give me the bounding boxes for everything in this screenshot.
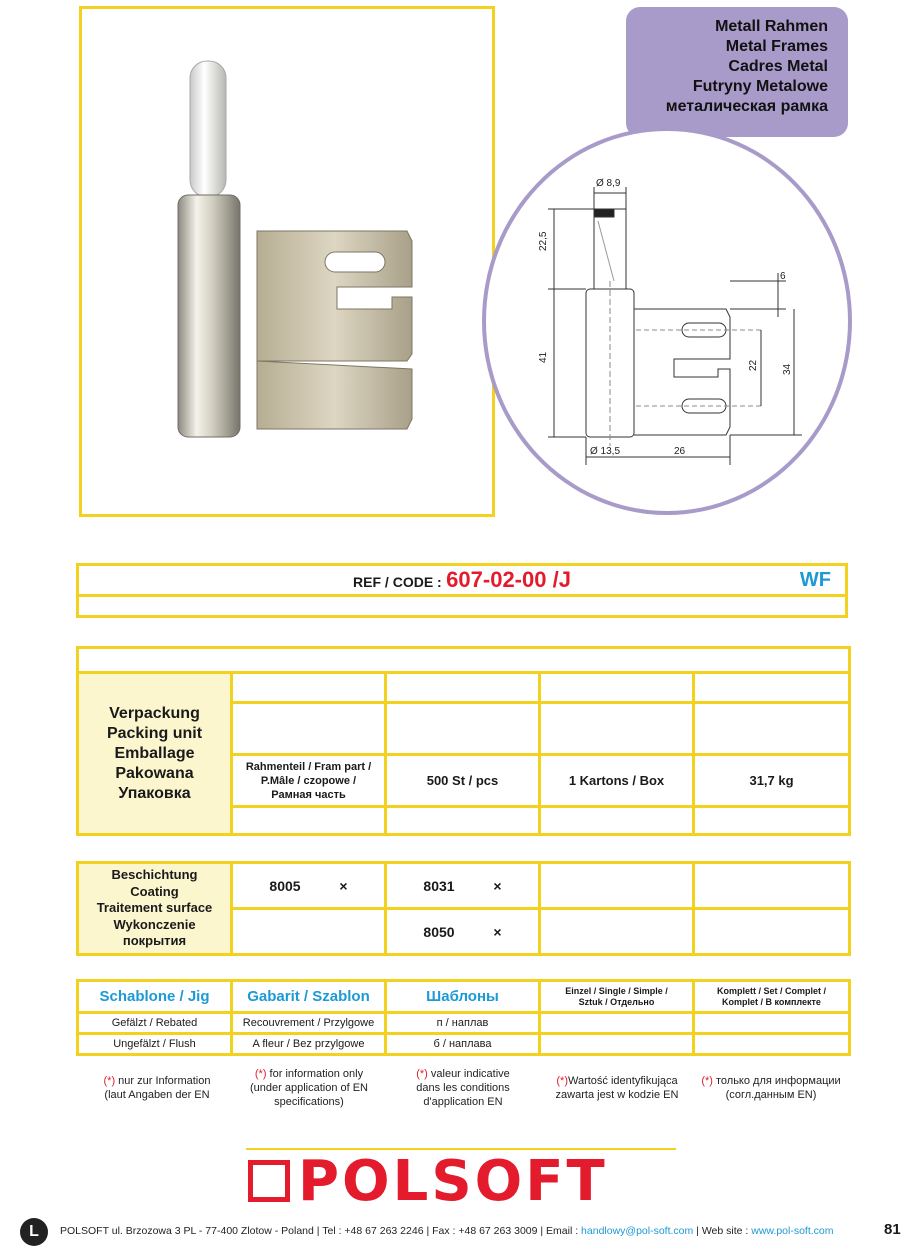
title-line-en: Metal Frames: [725, 38, 828, 55]
jig-cell: Gefälzt / Rebated: [78, 1013, 232, 1034]
footer-address: POLSOFT ul. Brzozowa 3 PL - 77-400 Zlotow - Poland | Tel : +48 67 263 2246 | Fax : +48 67 263 3009 | Email :: [60, 1225, 582, 1237]
coating-table: [76, 861, 851, 956]
coating-label-en: Coating: [130, 883, 179, 899]
dim-diameter-body: Ø 13,5: [590, 446, 621, 457]
packing-empty-cell: [386, 703, 540, 755]
product-photo-frame: [79, 6, 495, 517]
packing-empty-cell: [540, 703, 694, 755]
title-line-fr: Cadres Metal: [728, 58, 828, 75]
dim-height-pin: 22,5: [538, 231, 549, 251]
note-text: zawarta jest w kodzie EN: [555, 1089, 679, 1101]
jig-header-set: Komplett / Set / Complet / Komplet / В комплекте: [694, 981, 850, 1013]
coating-option: [386, 863, 540, 909]
packing-empty-cell: [540, 807, 694, 835]
packing-empty-cell: [386, 673, 540, 703]
coating-mark: ×: [493, 923, 502, 940]
coating-label: [78, 863, 232, 955]
note-text: valeur indicative: [427, 1068, 510, 1080]
dim-plate-height: 34: [782, 363, 793, 375]
coating-option: [386, 909, 540, 955]
jig-cell: Ungefälzt / Flush: [78, 1034, 232, 1055]
coating-empty-cell: [694, 863, 850, 909]
jig-header-fr: Gabarit / Szablon: [232, 981, 386, 1013]
packing-cartons: 1 Kartons / Box: [540, 755, 694, 807]
footer-email-link[interactable]: handlowy@pol-soft.com: [581, 1225, 694, 1237]
coating-code: 8031: [423, 877, 455, 894]
note-text: (laut Angaben der EN: [104, 1089, 210, 1101]
packing-empty-cell: [232, 807, 386, 835]
packing-empty-cell: [694, 673, 850, 703]
packing-empty-cell: [386, 807, 540, 835]
footer-contact: [60, 1225, 834, 1237]
packing-empty-cell: [694, 807, 850, 835]
jig-empty-cell: [540, 1034, 694, 1055]
jig-empty-cell: [540, 1013, 694, 1034]
ref-suffix: WF: [799, 569, 831, 591]
note-text: for information only: [266, 1068, 364, 1080]
packing-table: [76, 646, 851, 836]
packing-label-en: Packing unit: [106, 724, 203, 742]
ref-code: 607-02-00 /J: [446, 567, 571, 592]
title-line-de: Metall Rahmen: [715, 18, 828, 35]
coating-option: [232, 863, 386, 909]
packing-header-row: [78, 648, 850, 673]
packing-weight: 31,7 kg: [694, 755, 850, 807]
hinge-dimension-drawing: [486, 131, 848, 511]
coating-label-pl: Wykonczenie: [113, 916, 196, 932]
packing-label-pl: Pakowana: [115, 764, 194, 782]
title-line-ru: металическая рамка: [665, 98, 828, 115]
ref-empty-row: [78, 596, 847, 617]
note-text: dans les conditions: [416, 1082, 510, 1094]
note-text: (согл.данным EN): [725, 1089, 817, 1101]
note-text: d'application EN: [423, 1096, 503, 1108]
packing-empty-cell: [232, 673, 386, 703]
note-star: (*): [556, 1075, 568, 1087]
note-en: [232, 1067, 386, 1109]
technical-drawing: [482, 127, 852, 515]
jig-cell: A fleur / Bez przylgowe: [232, 1034, 386, 1055]
packing-empty-cell: [694, 703, 850, 755]
note-text: только для информации: [712, 1075, 841, 1087]
dim-top-gap: 6: [780, 271, 786, 282]
note-ru: [694, 1074, 848, 1102]
coating-empty-cell: [540, 909, 694, 955]
logo-square-icon: [248, 1160, 290, 1202]
note-pl: [540, 1074, 694, 1102]
jig-empty-cell: [694, 1013, 850, 1034]
note-star: (*): [254, 1068, 267, 1080]
coating-mark: ×: [493, 877, 502, 894]
packing-quantity: 500 St / pcs: [386, 755, 540, 807]
jig-cell: б / наплава: [386, 1034, 540, 1055]
packing-part: Rahmenteil / Fram part / P.Mâle / czopowe / Рамная часть: [232, 755, 386, 807]
polsoft-logo: [246, 1149, 676, 1214]
packing-label-ru: Упаковка: [118, 784, 191, 802]
brand-name: POLSOFT: [298, 1149, 608, 1214]
note-text: Wartość identyfikująca: [567, 1075, 678, 1087]
coating-label-de: Beschichtung: [111, 867, 198, 883]
coating-label-fr: Traitement surface: [96, 900, 213, 916]
ref-code-table: [76, 563, 848, 618]
jig-header-ru: Шаблоны: [386, 981, 540, 1013]
jig-empty-cell: [694, 1034, 850, 1055]
coating-code: 8050: [423, 923, 455, 940]
hinge-photo: [82, 9, 492, 514]
note-star: (*): [416, 1068, 428, 1080]
packing-label-fr: Emballage: [114, 744, 195, 762]
note-star: (*): [103, 1075, 116, 1087]
dim-plate-width: 26: [674, 446, 686, 457]
page-number: 81: [884, 1221, 901, 1238]
jig-header-single: Einzel / Single / Simple / Sztuk / Отдельно: [540, 981, 694, 1013]
jig-cell: п / наплав: [386, 1013, 540, 1034]
coating-empty-cell: [694, 909, 850, 955]
note-fr: [386, 1067, 540, 1109]
note-text: (under application of EN: [249, 1082, 368, 1094]
packing-label-de: Verpackung: [109, 704, 200, 722]
ref-label: REF / CODE :: [353, 574, 442, 590]
packing-label: [78, 673, 232, 835]
coating-code: 8005: [269, 877, 301, 894]
jig-header-de: Schablone / Jig: [78, 981, 232, 1013]
note-de: [82, 1074, 232, 1102]
coating-empty-cell: [540, 863, 694, 909]
footer-site-link[interactable]: www.pol-soft.com: [751, 1225, 834, 1237]
dim-diameter-top: Ø 8,9: [596, 178, 621, 189]
frame-type-title: [626, 7, 848, 137]
footer-logo-icon: L: [20, 1218, 48, 1246]
note-text: specifications): [274, 1096, 344, 1108]
ref-code-cell: [78, 565, 847, 596]
packing-empty-cell: [540, 673, 694, 703]
coating-empty-cell: [232, 909, 386, 955]
dim-body-height: 41: [538, 351, 549, 363]
jig-table: [76, 979, 851, 1056]
coating-label-ru: покрытия: [122, 933, 187, 949]
packing-empty-cell: [232, 703, 386, 755]
footer-site-label: | Web site :: [693, 1225, 752, 1237]
title-line-pl: Futryny Metalowe: [692, 78, 828, 95]
coating-mark: ×: [339, 877, 348, 894]
dim-slot-pitch: 22: [748, 359, 759, 371]
note-text: nur zur Information: [115, 1075, 211, 1087]
jig-cell: Recouvrement / Przylgowe: [232, 1013, 386, 1034]
note-star: (*): [701, 1075, 713, 1087]
